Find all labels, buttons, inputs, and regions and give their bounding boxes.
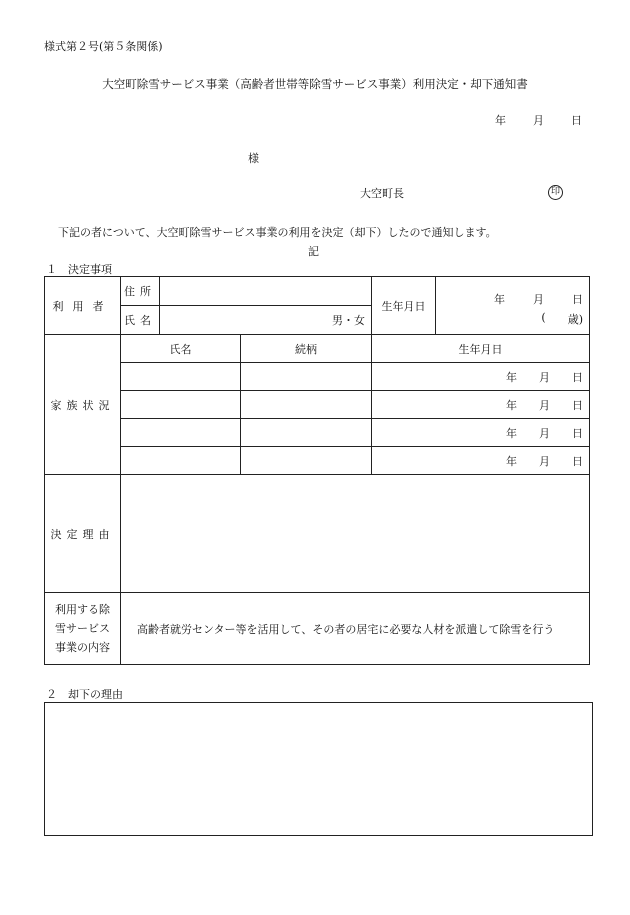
family-dob-input[interactable] <box>372 391 590 419</box>
document-title: 大空町除雪サービス事業（高齢者世帯等除雪サービス事業）利用決定・却下通知書 <box>102 77 528 91</box>
dob-year: 年 <box>494 292 505 306</box>
family-dob-day: 日 <box>572 370 583 384</box>
addressee-suffix: 様 <box>248 152 259 165</box>
family-dob-day: 日 <box>572 426 583 440</box>
family-label: 家族状況 <box>50 398 115 412</box>
service-label-cell <box>45 593 121 665</box>
dob-day: 日 <box>572 292 583 306</box>
family-name-input[interactable] <box>121 391 241 419</box>
decision-reason-label-cell <box>45 475 121 593</box>
user-label-cell <box>45 277 121 335</box>
section1-heading: １ 決定事項 <box>46 263 112 276</box>
rejection-reason-input[interactable] <box>44 702 593 836</box>
dob-month: 月 <box>533 292 544 306</box>
section2-heading: ２ 却下の理由 <box>46 688 123 701</box>
dob-cell[interactable] <box>436 277 590 335</box>
address-label: 住所 <box>124 285 156 298</box>
family-dob-month: 月 <box>539 426 550 440</box>
address-input[interactable] <box>160 277 372 306</box>
address-label-cell <box>121 277 160 306</box>
family-dob-input[interactable] <box>372 419 590 447</box>
family-relation-input[interactable] <box>241 391 372 419</box>
name-input[interactable] <box>160 306 372 335</box>
name-label-cell <box>121 306 160 335</box>
service-content <box>121 593 590 665</box>
date-month: 月 <box>533 114 544 127</box>
date-day: 日 <box>571 114 582 127</box>
family-dob-year: 年 <box>506 370 517 384</box>
decision-reason-label: 決定理由 <box>50 527 115 541</box>
family-relation-input[interactable] <box>241 419 372 447</box>
dob-label-cell <box>372 277 436 335</box>
date-year: 年 <box>495 114 506 127</box>
family-dob-day: 日 <box>572 398 583 412</box>
service-label-line: 利用する除 <box>55 603 110 616</box>
age-open: ( <box>541 310 546 324</box>
decision-table <box>44 276 590 665</box>
seal-icon: 印 <box>548 185 563 200</box>
family-name-input[interactable] <box>121 419 241 447</box>
issue-date <box>495 112 582 128</box>
gender-selector[interactable]: 男・女 <box>332 314 365 327</box>
body-text: 下記の者について、大空町除雪サービス事業の利用を決定（却下）したので通知します。 <box>58 226 497 239</box>
seal-mark <box>548 184 563 200</box>
family-dob-month: 月 <box>539 398 550 412</box>
family-col-name: 氏名 <box>121 335 241 363</box>
service-label-line: 事業の内容 <box>55 641 110 654</box>
family-dob-month: 月 <box>539 370 550 384</box>
form-number: 様式第２号(第５条関係) <box>44 40 163 53</box>
dob-label: 生年月日 <box>381 299 426 313</box>
family-label-cell <box>45 335 121 475</box>
family-dob-year: 年 <box>506 454 517 468</box>
name-label: 氏名 <box>124 314 156 327</box>
family-col-dob: 生年月日 <box>372 335 590 363</box>
issuer-name: 大空町長 <box>360 187 404 200</box>
service-label-line: 雪サービス <box>55 622 110 635</box>
decision-reason-input[interactable] <box>121 475 590 593</box>
family-dob-input[interactable] <box>372 363 590 391</box>
family-dob-day: 日 <box>572 454 583 468</box>
service-content-text: 高齢者就労センター等を活用して、その者の居宅に必要な人材を派遣して除雪を行う <box>137 622 555 636</box>
family-dob-month: 月 <box>539 454 550 468</box>
family-relation-input[interactable] <box>241 363 372 391</box>
family-name-input[interactable] <box>121 363 241 391</box>
family-name-input[interactable] <box>121 447 241 475</box>
ki-mark: 記 <box>308 245 319 258</box>
family-relation-input[interactable] <box>241 447 372 475</box>
family-dob-input[interactable] <box>372 447 590 475</box>
family-col-relation: 続柄 <box>241 335 372 363</box>
user-label: 利用者 <box>52 299 113 313</box>
family-dob-year: 年 <box>506 426 517 440</box>
age-unit: 歳) <box>567 312 583 326</box>
family-dob-year: 年 <box>506 398 517 412</box>
